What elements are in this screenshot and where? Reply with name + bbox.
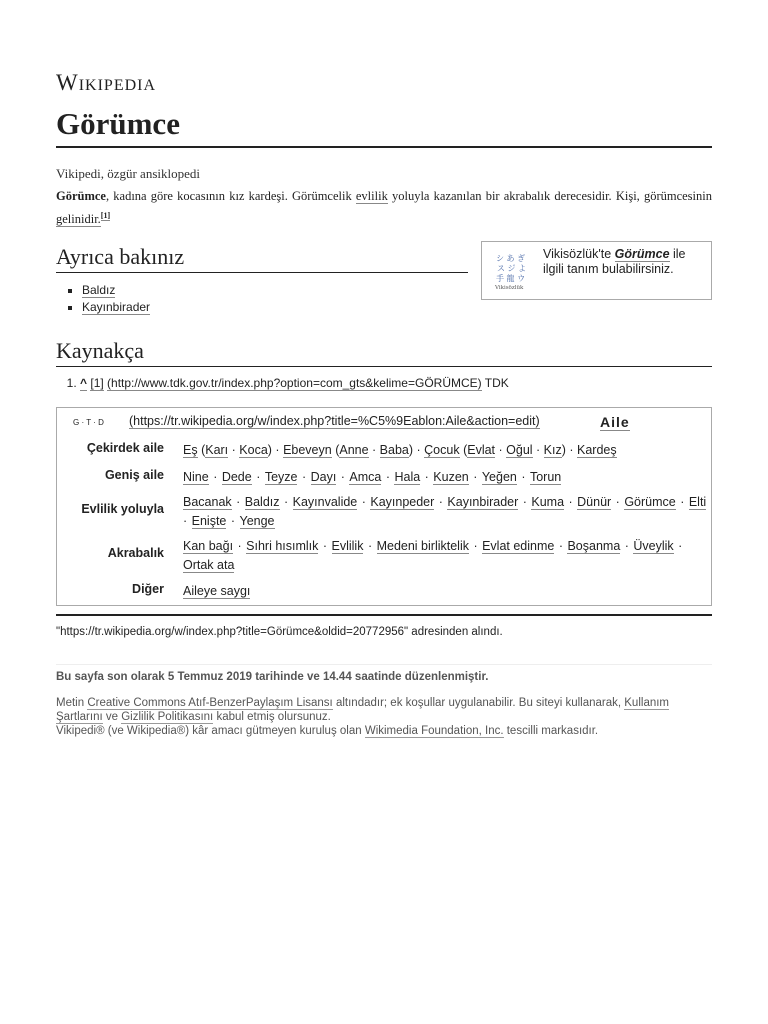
retrieved-suffix: adresinden alındı. xyxy=(408,626,503,638)
separator: · xyxy=(435,495,447,509)
nav-link[interactable]: Sıhri hısımlık xyxy=(246,539,319,553)
separator: · xyxy=(421,470,433,484)
nav-link[interactable]: Koca xyxy=(239,443,268,457)
separator: · xyxy=(358,495,370,509)
nav-link[interactable]: Yeğen xyxy=(481,470,517,484)
separator: · xyxy=(382,470,394,484)
wikipedia-wordmark[interactable]: Wikipedia xyxy=(56,70,157,95)
ref-caret-link[interactable]: ^ xyxy=(80,376,88,390)
navbox-row-list xyxy=(183,468,708,487)
logo-glyphs-row: 手 龍 ウ xyxy=(496,274,526,283)
navbox-row-label: Evlilik yoluyla xyxy=(81,502,164,516)
nav-link[interactable]: Üveylik xyxy=(633,539,674,553)
separator: · xyxy=(621,539,633,553)
permalink[interactable]: "https://tr.wikipedia.org/w/index.php?title=Görümce&oldid=20772956" xyxy=(56,626,409,638)
nav-link[interactable]: Elti xyxy=(688,495,707,509)
separator: · xyxy=(234,539,246,553)
separator: · xyxy=(298,470,310,484)
nav-link[interactable]: Ortak ata xyxy=(183,558,235,572)
separator: · xyxy=(469,539,482,553)
intro-paragraph xyxy=(56,186,712,229)
divider xyxy=(56,664,712,665)
nav-link[interactable]: Evlat edinme xyxy=(482,539,555,553)
nav-link[interactable]: Dayı xyxy=(310,470,337,484)
ref-number-link[interactable]: [1] xyxy=(90,376,104,390)
wiktionary-prefix: Vikisözlük'te xyxy=(543,247,615,261)
navbox-row-label: Çekirdek aile xyxy=(86,441,164,455)
separator: · xyxy=(612,495,624,509)
wikimedia-link[interactable]: Wikimedia Foundation, Inc. xyxy=(364,725,504,737)
separator: · xyxy=(280,495,292,509)
nav-link[interactable]: Bacanak xyxy=(183,495,232,509)
wiktionary-suffix: ile ilgili tanım bulabilirsiniz. xyxy=(543,247,686,276)
see-also-link-baldiz[interactable]: Baldız xyxy=(82,283,116,297)
nav-link[interactable]: Amca xyxy=(349,470,382,484)
intro-text-2: yoluyla kazanılan bir akrabalık derecesidir. Kişi, görümcesinin xyxy=(387,189,712,203)
list-item xyxy=(80,376,509,390)
nav-link[interactable]: Kız xyxy=(543,443,562,457)
vte-view-link[interactable]: G xyxy=(73,418,80,427)
separator: · xyxy=(252,470,264,484)
see-also-heading: Ayrıca bakınız xyxy=(56,244,468,273)
separator: · xyxy=(519,495,531,509)
separator: · xyxy=(674,539,683,553)
separator: · xyxy=(676,495,688,509)
separator: · xyxy=(227,514,239,528)
nav-link[interactable]: Oğul xyxy=(506,443,533,457)
navbox-row-list xyxy=(183,537,708,575)
nav-link[interactable]: Boşanma xyxy=(567,539,621,553)
intro-bold-term: Görümce xyxy=(56,189,106,203)
logo-glyphs-row: シ あ ぎ xyxy=(496,254,526,263)
logo-caption: Vikisözlük xyxy=(495,285,524,291)
navbox-vte: G · T · D xyxy=(73,418,104,427)
nav-link[interactable]: Karı xyxy=(205,443,229,457)
nav-link[interactable]: Evlat xyxy=(467,443,496,457)
nav-link[interactable]: Çocuk xyxy=(424,443,460,457)
see-also-link-kayinbirader[interactable]: Kayınbirader xyxy=(82,300,151,314)
nav-link[interactable]: Yenge xyxy=(239,514,275,528)
nav-link[interactable]: Enişte xyxy=(191,514,227,528)
navbox-row-list xyxy=(183,582,708,601)
navbox-url-link[interactable]: (https://tr.wikipedia.org/w/index.php?title=%C5%9Eablon:Aile&action=edit) xyxy=(129,414,540,428)
nav-link[interactable]: Medeni birliktelik xyxy=(376,539,469,553)
nav-link[interactable]: Kan bağı xyxy=(183,539,234,553)
license-link[interactable]: Creative Commons Atıf-BenzerPaylaşım Lisansı xyxy=(87,697,333,709)
nav-link[interactable]: Eş xyxy=(183,443,198,457)
privacy-link[interactable]: Gizlilik Politikasını xyxy=(121,711,214,723)
separator: · xyxy=(183,514,191,528)
link-gelinidir[interactable]: gelinidir. xyxy=(56,212,101,227)
link-evlilik[interactable]: evlilik xyxy=(355,189,388,203)
navbox-aile xyxy=(56,407,712,606)
separator: · xyxy=(232,495,244,509)
wiktionary-term-link[interactable]: Görümce xyxy=(614,247,670,261)
nav-link[interactable]: Nine xyxy=(183,470,209,484)
references-list xyxy=(56,376,509,390)
tagline: Vikipedi, özgür ansiklopedi xyxy=(56,166,200,181)
navbox-row-list xyxy=(183,493,708,531)
references-heading: Kaynakça xyxy=(56,338,712,367)
separator: · xyxy=(555,539,567,553)
separator: · xyxy=(209,470,221,484)
nav-link[interactable]: Teyze xyxy=(264,470,298,484)
vte-talk-link[interactable]: T xyxy=(86,418,91,427)
separator: · xyxy=(319,539,331,553)
navbox-row-label: Akrabalık xyxy=(107,546,164,560)
license-text-part: ve xyxy=(102,711,122,723)
nav-link[interactable]: Evlilik xyxy=(331,539,364,553)
see-also-list xyxy=(56,282,150,316)
nav-link[interactable]: Dede xyxy=(221,470,252,484)
logo-glyphs-row: ス ジ よ xyxy=(497,264,527,273)
ref-suffix: TDK xyxy=(481,376,509,390)
license-text-part: altındadır; ek koşullar uygulanabilir. Bu siteyi kullanarak, xyxy=(332,697,625,709)
nav-link[interactable]: Hala xyxy=(394,470,421,484)
nav-link[interactable]: Dünür xyxy=(577,495,612,509)
list-item xyxy=(82,282,150,299)
nav-link[interactable]: Görümce xyxy=(624,495,676,509)
separator: · xyxy=(364,539,376,553)
nav-link[interactable]: Ebeveyn xyxy=(283,443,332,457)
separator: · xyxy=(565,495,577,509)
license-text xyxy=(56,696,712,738)
nav-link[interactable]: Baldız xyxy=(244,495,280,509)
trademark-text: tescilli markasıdır. xyxy=(503,725,599,737)
nav-link[interactable]: Kuzen xyxy=(433,470,469,484)
vte-edit-link[interactable]: D xyxy=(98,418,104,427)
retrieved-from xyxy=(56,626,503,638)
list-item xyxy=(82,299,150,316)
wiktionary-box xyxy=(481,241,712,300)
separator: · xyxy=(517,470,529,484)
ref-url-link[interactable]: (http://www.tdk.gov.tr/index.php?option=com_gts&kelime=GÖRÜMCE) xyxy=(107,376,482,390)
nav-link[interactable]: Baba xyxy=(379,443,409,457)
nav-link[interactable]: Anne xyxy=(339,443,369,457)
navbox-row-label: Geniş aile xyxy=(104,468,164,482)
last-modified: Bu sayfa son olarak 5 Temmuz 2019 tarihinde ve 14.44 saatinde düzenlenmiştir. xyxy=(56,671,489,683)
navbox-row-list: Eş (Karı · Koca) · Ebeveyn (Anne · Baba) · Çocuk (Evlat · Oğul · Kız) · Kardeş xyxy=(183,443,617,457)
reference-link[interactable]: [1] xyxy=(100,211,111,220)
terms-link[interactable]: Kullanım Şartlarını xyxy=(56,697,670,723)
license-text-part: kabul etmiş olursunuz. xyxy=(213,711,331,723)
separator: · xyxy=(469,470,481,484)
navbox-row-label: Diğer xyxy=(132,582,164,596)
nav-link[interactable]: Kayınbirader xyxy=(447,495,519,509)
navbox-title[interactable]: Aile xyxy=(600,414,630,430)
page-title: Görümce xyxy=(56,106,712,148)
license-text-part: Metin xyxy=(56,697,88,709)
navbox-header xyxy=(73,414,703,432)
intro-text-1: , kadına göre kocasının kız kardeşi. Görümcelik xyxy=(105,189,356,203)
nav-link[interactable]: Kuma xyxy=(531,495,565,509)
separator: · xyxy=(337,470,349,484)
navbox-edit-url[interactable] xyxy=(129,414,540,428)
divider xyxy=(56,614,712,616)
wiktionary-text xyxy=(543,247,703,277)
nav-link[interactable]: Torun xyxy=(529,470,562,484)
nav-link[interactable]: Kayınpeder xyxy=(370,495,435,509)
nav-link[interactable]: Kardeş xyxy=(577,443,617,457)
nav-link[interactable]: Aileye saygı xyxy=(183,584,251,598)
wiktionary-logo-icon[interactable] xyxy=(494,250,534,292)
nav-link[interactable]: Kayınvalide xyxy=(292,495,358,509)
trademark-text: Vikipedi® (ve Wikipedia®) kâr amacı gütmeyen kuruluş olan xyxy=(56,725,365,737)
